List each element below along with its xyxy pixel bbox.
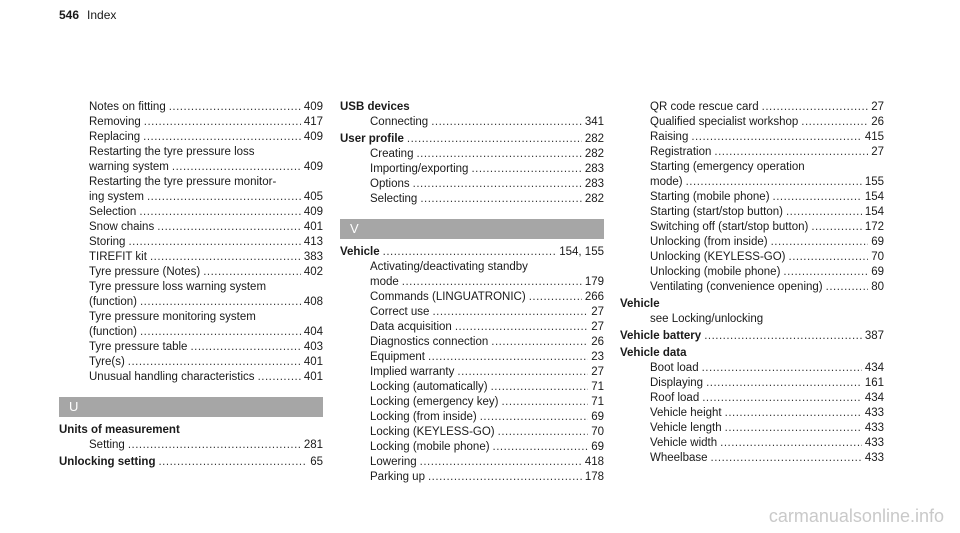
index-entry [340,147,604,162]
index-entry [59,265,323,280]
page-ref: 417 [303,116,323,128]
page-ref: 433 [864,422,884,434]
index-entry [59,370,323,385]
page-ref: 27 [871,146,884,158]
page-ref: 27 [591,366,604,378]
leader-dots [402,275,582,290]
index-entry [620,391,884,406]
index-entry [59,130,323,145]
page-ref: 26 [591,336,604,348]
entry-text: Storing [89,236,126,248]
page-ref: 282 [584,148,604,160]
entry-text: Raising [650,131,689,143]
leader-dots [203,265,301,280]
entry-text: TIREFIT kit [89,251,147,263]
index-entry [620,265,884,280]
index-entry [340,192,604,207]
page-ref: 418 [584,456,604,468]
leader-dots [428,350,588,365]
entry-text: Lowering [370,456,417,468]
page-ref: 69 [591,411,604,423]
page-ref: 27 [591,321,604,333]
index-entry [620,205,884,220]
index-entry-line: Tyre pressure loss warning system [89,281,267,293]
index-entry [340,395,604,410]
index-entry [59,220,323,235]
leader-dots [801,115,868,130]
entry-text: Tyre pressure table [89,341,188,353]
leader-dots [762,100,869,115]
entry-text: Locking (from inside) [370,411,477,423]
index-entry [340,410,604,425]
leader-dots [157,220,301,235]
entry-text: Selecting [370,193,418,205]
page-ref: 405 [303,191,323,203]
leader-dots [140,325,301,340]
page-ref: 401 [303,371,323,383]
index-entry [340,425,604,440]
page-ref: 401 [303,221,323,233]
leader-dots [432,305,588,320]
entry-text: Qualified specialist workshop [650,116,799,128]
page-ref: 154 [864,191,884,203]
index-entry [340,177,604,192]
leader-dots [416,147,581,162]
leader-dots [480,410,588,425]
index-entry: Connecting ..... 341 [340,115,604,130]
index-entry [59,295,323,310]
index-entry [340,305,604,320]
index-entry [59,355,323,370]
index-entry: Vehicle ..... 154, 155 [340,245,604,260]
entry-text: Locking (KEYLESS-GO) [370,426,495,438]
leader-dots [455,320,588,335]
entry-text: (function) [89,326,137,338]
page-ref: 179 [584,276,604,288]
entry-text: Diagnostics connection [370,336,489,348]
leader-dots [190,340,300,355]
index-heading: Units of measurement [59,424,180,436]
entry-text: mode [370,276,399,288]
leader-dots [139,205,301,220]
leader-dots [826,280,869,295]
entry-text: mode) [650,176,683,188]
index-entry [59,115,323,130]
index-entry-line: Starting (emergency operation [650,161,805,173]
entry-text: Displaying [650,377,704,389]
leader-dots [786,205,862,220]
index-entry [340,440,604,455]
entry-text: Parking up [370,471,425,483]
leader-dots [714,145,868,160]
page-ref: 266 [584,291,604,303]
page-ref: 70 [871,251,884,263]
page-ref: 23 [591,351,604,363]
index-entry [340,380,604,395]
index-heading: USB devices [340,101,410,113]
leader-dots [128,235,300,250]
page-ref: 408 [303,296,323,308]
leader-dots [529,290,582,305]
index-entry [620,421,884,436]
page-ref: 409 [303,131,323,143]
page-ref: 80 [871,281,884,293]
leader-dots [144,115,301,130]
index-entry [340,455,604,470]
entry-text: Notes on fitting [89,101,166,113]
leader-dots [457,365,588,380]
page-ref: 27 [591,306,604,318]
index-entry [340,320,604,335]
index-entry [620,406,884,421]
index-entry [340,350,604,365]
tyres-entries [59,100,323,385]
entry-text: Registration [650,146,712,158]
index-entry [620,436,884,451]
page-ref: 69 [871,236,884,248]
index-entry-line: Restarting the tyre pressure loss [89,146,255,158]
index-entry [620,100,884,115]
index-entry [620,145,884,160]
leader-dots [143,130,301,145]
entry-text: Correct use [370,306,430,318]
leader-dots [725,406,862,421]
page-ref: 402 [303,266,323,278]
entry-text: Boot load [650,362,699,374]
entry-text: Vehicle width [650,437,718,449]
entry-text: Locking (emergency key) [370,396,499,408]
index-entry [620,451,884,466]
page-ref: 283 [584,178,604,190]
leader-dots [771,235,869,250]
page-ref: 69 [871,266,884,278]
entry-text: Locking (mobile phone) [370,441,490,453]
leader-dots [773,190,862,205]
entry-text: Unlocking (from inside) [650,236,768,248]
entry-text: Replacing [89,131,141,143]
entry-text: Unusual handling characteristics [89,371,255,383]
entry-text: Tyre pressure (Notes) [89,266,201,278]
entry-text: Ventilating (convenience opening) [650,281,823,293]
user-profile-entries [340,147,604,207]
page-ref: 69 [591,441,604,453]
page-ref: 71 [591,396,604,408]
index-entry [620,361,884,376]
index-entry-line: Restarting the tyre pressure monitor- [89,176,277,188]
page-ref: 433 [864,437,884,449]
leader-dots [491,380,589,395]
index-entry [340,365,604,380]
index-column-2 [340,100,604,485]
entry-text: warning system [89,161,169,173]
page-ref: 409 [303,206,323,218]
index-entry [620,220,884,235]
page-ref: 403 [303,341,323,353]
page-ref: 409 [303,101,323,113]
watermark: carmanualsonline.info [768,506,944,526]
index-entry [340,290,604,305]
page-ref: 415 [864,131,884,143]
page-ref: 434 [864,392,884,404]
page-ref: 26 [871,116,884,128]
leader-dots [498,425,589,440]
entry-text: Switching off (start/stop button) [650,221,809,233]
page-ref: 404 [303,326,323,338]
index-entry [620,235,884,250]
entry-text: Roof load [650,392,700,404]
index-entry [340,335,604,350]
index-entry [340,470,604,485]
index-entry-line: Tyre pressure monitoring system [89,311,256,323]
entry-text: Locking (automatically) [370,381,488,393]
letter-heading-u: U [59,397,323,417]
leader-dots [128,355,301,370]
leader-dots [169,100,301,115]
page-ref: 178 [584,471,604,483]
index-entry [340,275,604,290]
entry-text: (function) [89,296,137,308]
index-entry [620,130,884,145]
leader-dots [493,440,589,455]
entry-text: Options [370,178,410,190]
leader-dots [258,370,301,385]
index-entry: Unlocking setting ..... 65 [59,455,323,470]
entry-text: Unlocking (KEYLESS-GO) [650,251,786,263]
entry-text: Vehicle height [650,407,722,419]
entry-text: Commands (LINGUATRONIC) [370,291,526,303]
leader-dots [702,391,862,406]
page-ref: 70 [591,426,604,438]
leader-dots [811,220,862,235]
leader-dots [501,395,588,410]
leader-dots [428,470,582,485]
leader-dots [691,130,861,145]
vehicle-entries-cont [620,100,884,295]
leader-dots [711,451,862,466]
leader-dots [147,190,301,205]
page-ref: 409 [303,161,323,173]
entry-text: Unlocking (mobile phone) [650,266,781,278]
section-title: Index [87,8,117,22]
leader-dots [720,436,862,451]
page-header [59,8,116,22]
index-heading: Vehicle [620,298,660,310]
index-entry [620,376,884,391]
leader-dots [725,421,862,436]
entry-text: Data acquisition [370,321,452,333]
vehicle-entries [340,260,604,485]
index-entry [59,235,323,250]
page-ref: 161 [864,377,884,389]
page-ref: 433 [864,452,884,464]
index-entry [59,340,323,355]
entry-text: Vehicle length [650,422,722,434]
entry-text: Wheelbase [650,452,708,464]
index-column-1 [59,100,323,470]
entry-text: Equipment [370,351,425,363]
leader-dots [783,265,868,280]
index-column-3 [620,100,884,466]
index-entry [620,250,884,265]
index-entry [340,162,604,177]
leader-dots [413,177,582,192]
vehicle-data-entries [620,361,884,466]
page-ref: 434 [864,362,884,374]
leader-dots [706,376,862,391]
index-entry-line: Activating/deactivating standby [370,261,528,273]
entry-text: QR code rescue card [650,101,759,113]
page-ref: 71 [591,381,604,393]
index-entry [620,280,884,295]
leader-dots [420,455,582,470]
page-ref: 282 [584,193,604,205]
page-ref: 433 [864,407,884,419]
entry-text: Starting (start/stop button) [650,206,783,218]
index-entry: User profile ..... 282 [340,132,604,147]
page-ref: 413 [303,236,323,248]
entry-text: Implied warranty [370,366,455,378]
leader-dots [420,192,582,207]
leader-dots [172,160,301,175]
leader-dots [702,361,862,376]
page-ref: 401 [303,356,323,368]
index-entry [59,325,323,340]
leader-dots [686,175,862,190]
index-entry [59,250,323,265]
letter-heading-v: V [340,219,604,239]
index-entry [59,190,323,205]
index-entry: Vehicle battery ..... 387 [620,329,884,344]
page-ref: 155 [864,176,884,188]
page-ref: 172 [864,221,884,233]
index-see-reference: see Locking/unlocking [650,313,764,325]
page-ref: 154 [864,206,884,218]
index-entry [59,100,323,115]
leader-dots [471,162,581,177]
entry-text: ing system [89,191,144,203]
leader-dots [789,250,869,265]
index-entry [59,205,323,220]
leader-dots [491,335,588,350]
index-entry [620,115,884,130]
entry-text: Creating [370,148,414,160]
page-ref: 283 [584,163,604,175]
entry-text: Starting (mobile phone) [650,191,770,203]
leader-dots [150,250,301,265]
entry-text: Importing/exporting [370,163,469,175]
entry-text: Tyre(s) [89,356,125,368]
index-entry [620,190,884,205]
leader-dots [140,295,301,310]
index-entry [620,175,884,190]
page-number: 546 [59,8,80,22]
page-ref: 383 [303,251,323,263]
index-heading: Vehicle data [620,347,687,359]
entry-text: Snow chains [89,221,155,233]
entry-text: Removing [89,116,141,128]
page-ref: 27 [871,101,884,113]
entry-text: Selection [89,206,137,218]
index-entry: Setting ..... 281 [59,438,323,453]
index-entry [59,160,323,175]
